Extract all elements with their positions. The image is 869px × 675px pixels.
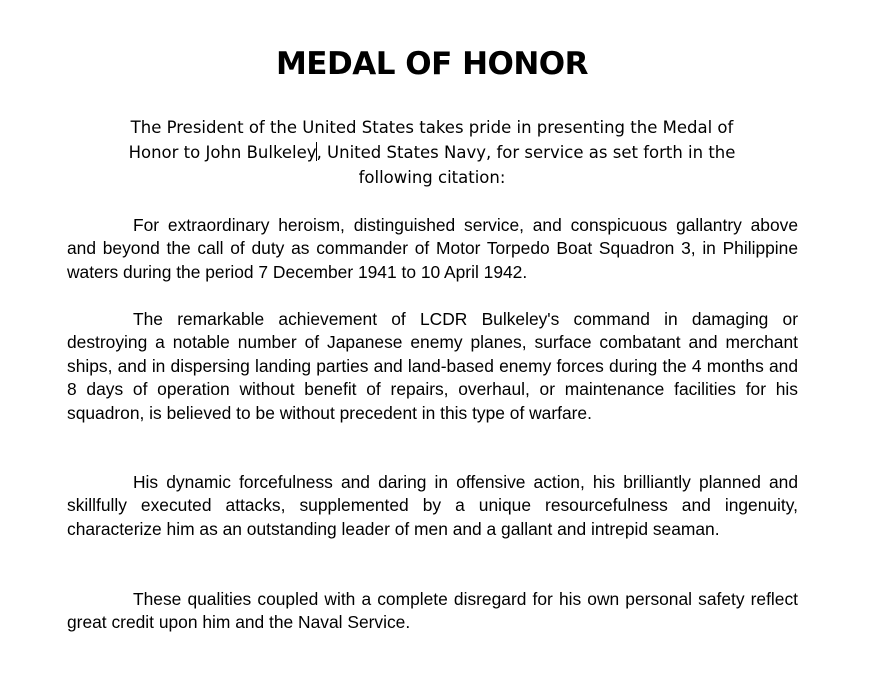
presentation-text-start: The President of the United States takes pride in presenting the Medal of Honor to John Bulkeley <box>128 118 734 162</box>
presentation-statement[interactable] <box>120 115 744 190</box>
document-title: MEDAL OF HONOR <box>275 46 589 82</box>
citation-paragraph-2: The remarkable achievement of LCDR Bulkeley's command in damaging or destroying a notable number of Japanese enemy planes, surface combatant and merchant ships, and in dispersing landing parties and land-based enemy forces during the 4 months and 8 days of operation without benefit of repairs, overhaul, or maintenance facilities for his squadron, is believed to be without precedent in this type of warfare. <box>67 309 798 423</box>
citation-paragraph-1: For extraordinary heroism, distinguished service, and conspicuous gallantry above and beyond the call of duty as commander of Motor Torpedo Boat Squadron 3, in Philippine waters during the period 7 December 1941 to 10 April 1942. <box>67 215 798 282</box>
presentation-text-end: , United States Navy, for service as set forth in the following citation: <box>316 143 736 187</box>
citation-paragraph-3: His dynamic forcefulness and daring in offensive action, his brilliantly planned and skillfully executed attacks, supplemented by a unique resourcefulness and ingenuity, characterize him as an outstanding leader of men and a gallant and intrepid seaman. <box>67 472 798 539</box>
citation-paragraph-4: These qualities coupled with a complete disregard for his own personal safety reflect great credit upon him and the Naval Service. <box>67 589 798 633</box>
